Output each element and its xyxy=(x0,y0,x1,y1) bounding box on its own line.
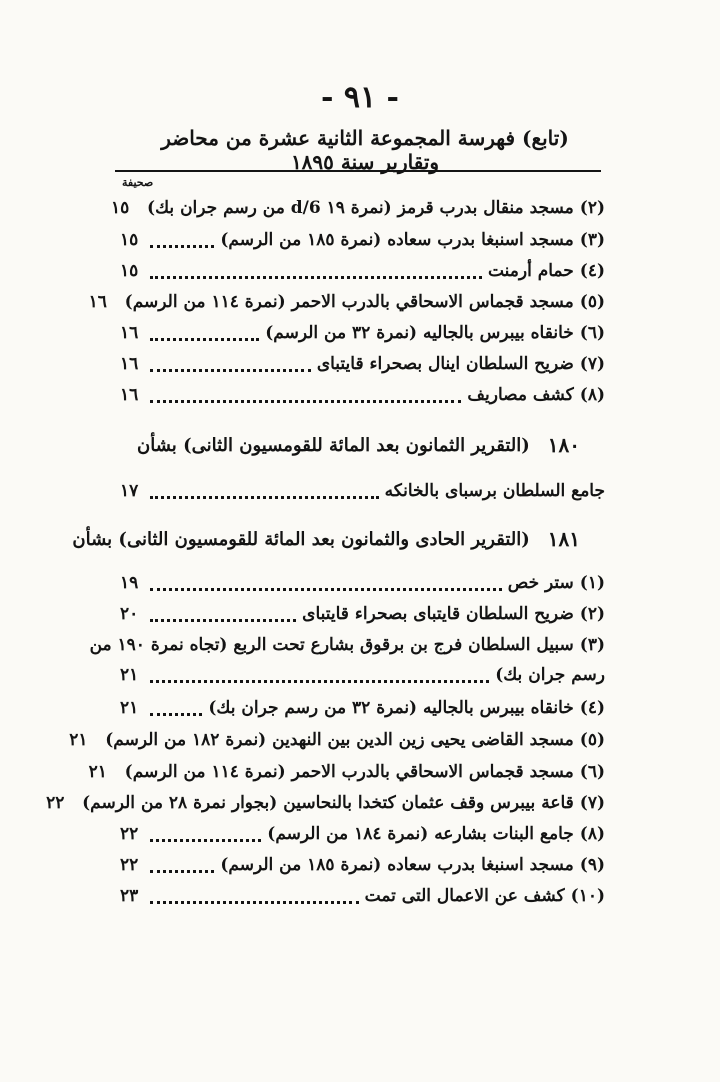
entry-number: (٣) xyxy=(579,635,605,655)
index-entry-continued xyxy=(120,661,605,689)
entry-number: (٢) xyxy=(579,604,605,624)
index-entry xyxy=(120,694,605,722)
entry-number: (٧) xyxy=(579,793,605,813)
entry-number: (٥) xyxy=(579,730,605,750)
index-entry xyxy=(120,226,605,254)
entry-page: ١٥ xyxy=(120,230,139,250)
entry-text: مسجد قجماس الاسحاقي بالدرب الاحمر (نمرة ١١٤ من الرسم) xyxy=(124,292,574,312)
index-entry xyxy=(46,789,605,817)
dot-leader xyxy=(150,619,296,622)
index-entry xyxy=(120,600,605,628)
dot-leader xyxy=(150,276,482,279)
report-heading xyxy=(137,430,580,460)
entry-page: ١٦ xyxy=(120,385,139,405)
index-entry xyxy=(120,319,605,347)
entry-text: ضريح السلطان قايتباى بصحراء قايتباى xyxy=(302,604,574,624)
entry-page: ٢٢ xyxy=(120,824,139,844)
report-number: ١٨٠ xyxy=(547,433,580,457)
page-number: - ٩١ - xyxy=(320,80,400,115)
index-entry xyxy=(120,882,605,910)
dot-leader xyxy=(150,901,359,904)
entry-page: ١٧ xyxy=(120,481,139,501)
entry-number: (٩) xyxy=(579,855,605,875)
dot-leader xyxy=(150,588,502,591)
entry-number: (٧) xyxy=(579,354,605,374)
index-entry xyxy=(69,726,605,754)
entry-number: (٤) xyxy=(579,261,605,281)
index-entry xyxy=(120,820,605,848)
entry-page: ١٦ xyxy=(88,292,107,312)
index-entry xyxy=(120,569,605,597)
entry-page: ٢٢ xyxy=(120,855,139,875)
dot-leader xyxy=(150,680,489,683)
entry-number: (٨) xyxy=(579,824,605,844)
entry-page: ٢١ xyxy=(120,698,139,718)
entry-number: (١٠) xyxy=(570,886,605,906)
index-entry xyxy=(120,381,605,409)
dot-leader xyxy=(150,870,214,873)
page-title: (تابع) فهرسة المجموعة الثانية عشرة من محاضر وتقارير سنة ١٨٩٥ xyxy=(161,126,569,174)
dot-leader xyxy=(150,245,214,248)
index-entry xyxy=(88,288,605,316)
entry-page: ٢١ xyxy=(120,665,139,685)
entry-number: (١) xyxy=(579,573,605,593)
entry-text: سبيل السلطان فرج بن برقوق بشارع تحت الربع (تجاه نمرة ١٩٠ من xyxy=(89,635,574,655)
title-divider xyxy=(115,170,601,172)
page-column-header: صحيفة xyxy=(122,176,154,189)
entry-text: ضريح السلطان اينال بصحراء قايتباى xyxy=(316,354,574,374)
entry-number: (٦) xyxy=(579,762,605,782)
entry-text: كشف مصاريف xyxy=(467,385,574,405)
entry-text: ستر خص xyxy=(507,573,574,593)
entry-page: ٢٠ xyxy=(120,604,139,624)
entry-text: قاعة بيبرس وقف عثمان كتخدا بالنحاسين (بجوار نمرة ٢٨ من الرسم) xyxy=(82,793,574,813)
index-entry xyxy=(120,350,605,378)
entry-page: ٢٢ xyxy=(46,793,65,813)
dot-leader xyxy=(150,369,311,372)
entry-page: ٢١ xyxy=(88,762,107,782)
entry-number: (٢) xyxy=(579,198,605,218)
entry-page: ١٥ xyxy=(111,198,130,218)
entry-page: ١٥ xyxy=(120,261,139,281)
index-entry xyxy=(88,758,605,786)
report-title: (التقرير الحادى والثمانون بعد المائة للقومسيون الثانى) بشأن xyxy=(72,528,530,550)
entry-text: جامع السلطان برسباى بالخانكه xyxy=(384,481,605,501)
dot-leader xyxy=(150,338,259,341)
dot-leader xyxy=(150,713,202,716)
entry-page: ١٦ xyxy=(120,323,139,343)
report-title: (التقرير الثمانون بعد المائة للقومسيون الثانى) بشأن xyxy=(137,434,530,456)
entry-number: (٨) xyxy=(579,385,605,405)
dot-leader xyxy=(150,839,261,842)
entry-text: مسجد قجماس الاسحاقي بالدرب الاحمر (نمرة ١١٤ من الرسم) xyxy=(124,762,574,782)
entry-text: مسجد اسنبغا بدرب سعاده (نمرة ١٨٥ من الرسم) xyxy=(220,230,574,250)
index-entry xyxy=(111,194,605,222)
report-number: ١٨١ xyxy=(547,527,580,551)
entry-text: جامع البنات بشارعه (نمرة ١٨٤ من الرسم) xyxy=(267,824,574,844)
entry-text: خانقاه بيبرس بالجاليه (نمرة ٣٢ من رسم جران بك) xyxy=(208,698,574,718)
index-entry xyxy=(120,257,605,285)
index-entry xyxy=(120,477,605,505)
dot-leader xyxy=(150,496,379,499)
entry-text: خانقاه بيبرس بالجاليه (نمرة ٣٢ من الرسم) xyxy=(265,323,574,343)
entry-page: ٢١ xyxy=(69,730,88,750)
entry-page: ١٩ xyxy=(120,573,139,593)
dot-leader xyxy=(150,400,461,403)
entry-text: مسجد اسنبغا بدرب سعاده (نمرة ١٨٥ من الرسم) xyxy=(220,855,574,875)
report-heading xyxy=(72,524,580,554)
entry-text: رسم جران بك) xyxy=(495,665,605,685)
entry-page: ١٦ xyxy=(120,354,139,374)
entry-text: مسجد منقال بدرب قرمز (نمرة ١٩ 6/d من رسم جران بك) xyxy=(147,198,574,218)
entry-text: حمام أرمنت xyxy=(487,261,574,281)
entry-number: (٣) xyxy=(579,230,605,250)
index-entry xyxy=(89,631,605,659)
entry-number: (٦) xyxy=(579,323,605,343)
entry-page: ٢٣ xyxy=(120,886,139,906)
entry-number: (٥) xyxy=(579,292,605,312)
entry-text: مسجد القاضى يحيى زين الدين بين النهدين (نمرة ١٨٢ من الرسم) xyxy=(105,730,574,750)
entry-number: (٤) xyxy=(579,698,605,718)
index-entry xyxy=(120,851,605,879)
entry-text: كشف عن الاعمال التى تمت xyxy=(364,886,565,906)
